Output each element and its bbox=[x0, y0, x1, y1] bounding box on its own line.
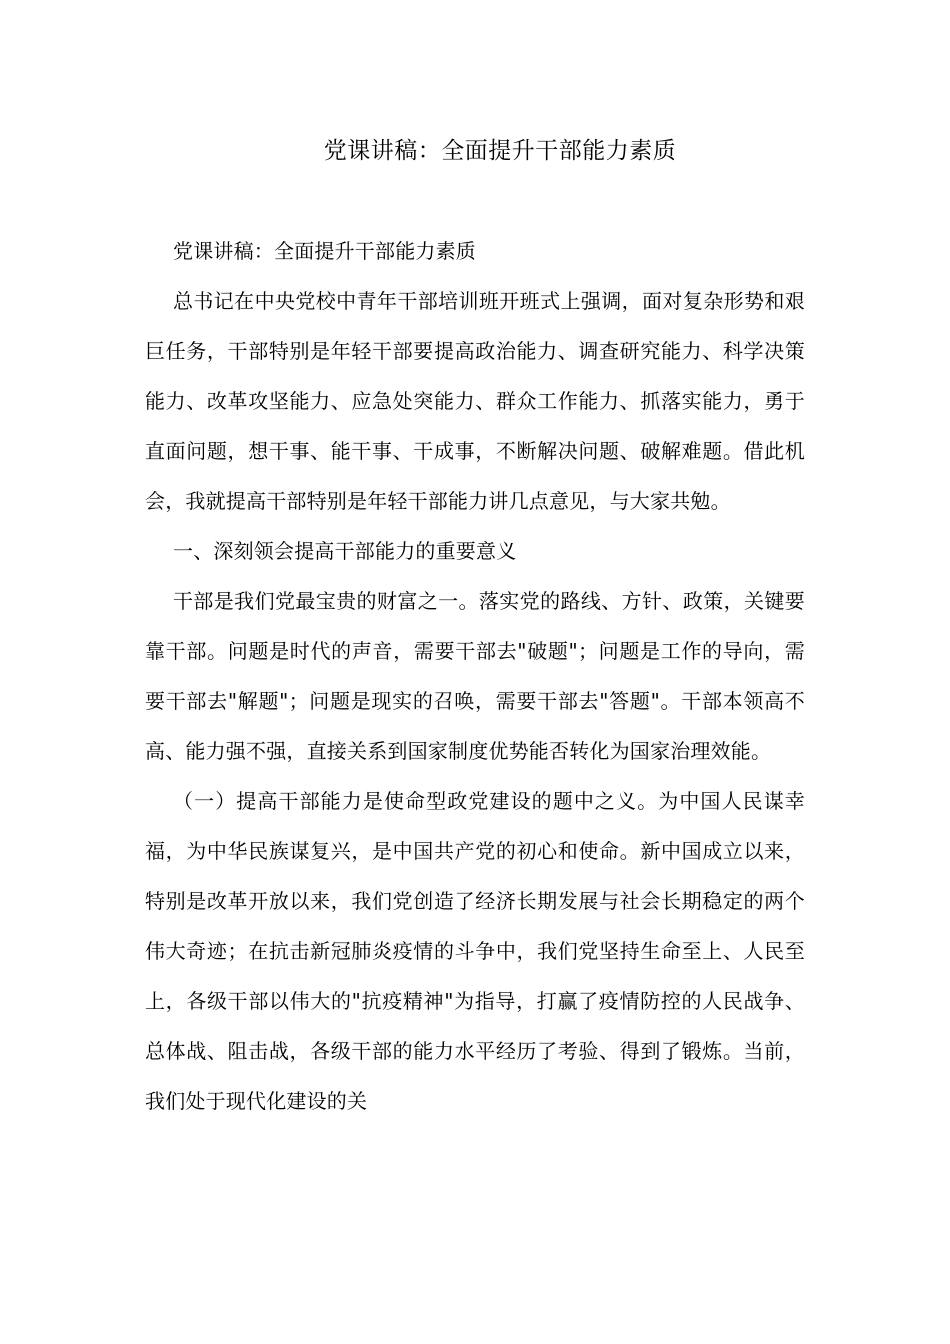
document-body bbox=[145, 226, 805, 1126]
document-title: 党课讲稿：全面提升干部能力素质 bbox=[323, 138, 677, 164]
paragraph-cadres: 干部是我们党最宝贵的财富之一。落实党的路线、方针、政策，关键要靠干部。问题是时代的声音，需要干部去"破题"；问题是工作的导向，需要干部去"解题"；问题是现实的召唤，需要干部去"答题"。干部本领高不高、能力强不强，直接关系到国家制度优势能否转化为国家治理效能。 bbox=[145, 589, 805, 763]
paragraph-subsection-1: （一）提高干部能力是使命型政党建设的题中之义。为中国人民谋幸福，为中华民族谋复兴，是中国共产党的初心和使命。新中国成立以来，特别是改革开放以来，我们党创造了经济长期发展与社会长期稳定的两个伟大奇迹；在抗击新冠肺炎疫情的斗争中，我们党坚持生命至上、人民至上，各级干部以伟大的"抗疫精神"为指导，打赢了疫情防控的人民战争、总体战、阻击战，各级干部的能力水平经历了考验、得到了锻炼。当前，我们处于现代化建设的关 bbox=[145, 789, 805, 1113]
section-heading-1: 一、深刻领会提高干部能力的重要意义 bbox=[173, 539, 517, 563]
paragraph-subtitle: 党课讲稿：全面提升干部能力素质 bbox=[173, 239, 476, 263]
paragraph-intro: 总书记在中央党校中青年干部培训班开班式上强调，面对复杂形势和艰巨任务，干部特别是年轻干部要提高政治能力、调查研究能力、科学决策能力、改革攻坚能力、应急处突能力、群众工作能力、抓落实能力，勇于直面问题，想干事、能干事、干成事，不断解决问题、破解难题。借此机会，我就提高干部特别是年轻干部能力讲几点意见，与大家共勉。 bbox=[145, 289, 805, 513]
